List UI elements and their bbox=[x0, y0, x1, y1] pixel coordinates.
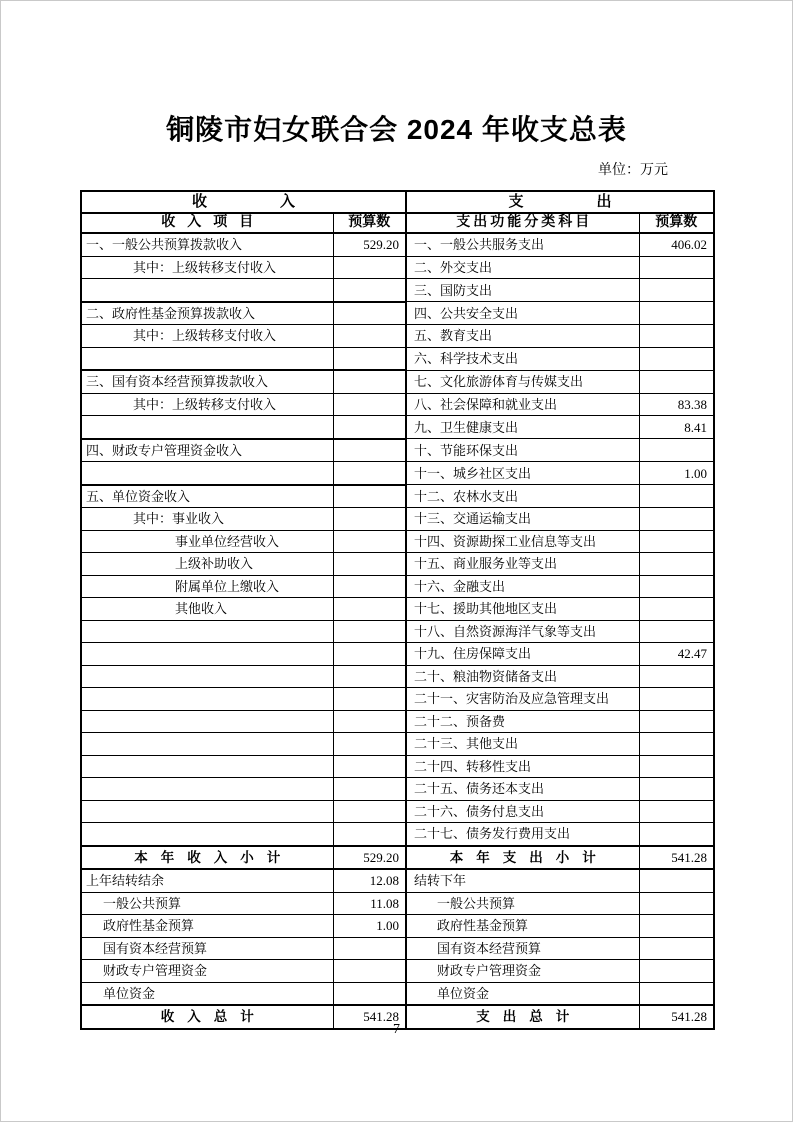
table-row bbox=[81, 462, 714, 485]
income-budget-cell bbox=[333, 710, 406, 733]
expense-item-cell: 九、卫生健康支出 bbox=[406, 416, 639, 439]
expense-item-cell: 十、节能环保支出 bbox=[406, 439, 639, 462]
income-budget-cell: 11.08 bbox=[333, 892, 406, 915]
expense-item-cell: 二十二、预备费 bbox=[406, 710, 639, 733]
income-item-cell bbox=[81, 710, 333, 733]
income-budget-cell bbox=[333, 439, 406, 462]
expense-budget-cell bbox=[639, 530, 714, 553]
table-row bbox=[81, 892, 714, 915]
expense-budget-cell: 1.00 bbox=[639, 462, 714, 485]
expense-budget-cell bbox=[639, 710, 714, 733]
expense-budget-cell bbox=[639, 778, 714, 801]
expense-item-cell: 二十五、债务还本支出 bbox=[406, 778, 639, 801]
income-budget-cell bbox=[333, 733, 406, 756]
income-item-cell bbox=[81, 755, 333, 778]
expense-budget-cell bbox=[639, 800, 714, 823]
income-budget-cell bbox=[333, 778, 406, 801]
table-row bbox=[81, 485, 714, 508]
budget-table-body bbox=[81, 233, 714, 1029]
income-item-cell: 本年收入小计 bbox=[81, 846, 333, 870]
budget-table-container bbox=[80, 190, 715, 1030]
income-budget-cell bbox=[333, 416, 406, 439]
expense-item-cell: 一、一般公共服务支出 bbox=[406, 233, 639, 256]
expense-item-cell: 二十七、债务发行费用支出 bbox=[406, 823, 639, 846]
expense-item-cell: 政府性基金预算 bbox=[406, 915, 639, 938]
income-budget-cell bbox=[333, 325, 406, 348]
income-budget-cell bbox=[333, 256, 406, 279]
income-item-cell bbox=[81, 800, 333, 823]
table-row bbox=[81, 665, 714, 688]
income-budget-cell bbox=[333, 347, 406, 370]
income-budget-cell bbox=[333, 960, 406, 983]
expense-item-cell: 结转下年 bbox=[406, 869, 639, 892]
expense-budget-cell bbox=[639, 960, 714, 983]
income-budget-cell bbox=[333, 937, 406, 960]
expense-budget-cell bbox=[639, 937, 714, 960]
income-budget-cell: 529.20 bbox=[333, 233, 406, 256]
expense-budget-cell bbox=[639, 508, 714, 531]
income-budget-cell bbox=[333, 508, 406, 531]
income-item-cell bbox=[81, 462, 333, 485]
income-budget-cell bbox=[333, 575, 406, 598]
table-row bbox=[81, 823, 714, 846]
table-column-header-row bbox=[81, 213, 714, 233]
table-row bbox=[81, 553, 714, 576]
income-group-header: 收入 bbox=[81, 191, 406, 213]
income-item-cell bbox=[81, 416, 333, 439]
expense-item-cell: 二十一、灾害防治及应急管理支出 bbox=[406, 688, 639, 711]
income-item-cell: 附属单位上缴收入 bbox=[81, 575, 333, 598]
income-item-cell bbox=[81, 778, 333, 801]
income-item-cell: 上级补助收入 bbox=[81, 553, 333, 576]
expense-budget-column-header: 预算数 bbox=[639, 213, 714, 233]
expense-budget-cell bbox=[639, 575, 714, 598]
income-item-cell: 四、财政专户管理资金收入 bbox=[81, 439, 333, 462]
expense-item-cell: 四、公共安全支出 bbox=[406, 302, 639, 325]
income-item-cell bbox=[81, 643, 333, 666]
expense-budget-cell bbox=[639, 869, 714, 892]
expense-budget-cell bbox=[639, 823, 714, 846]
table-row bbox=[81, 598, 714, 621]
expense-budget-cell bbox=[639, 553, 714, 576]
table-row bbox=[81, 778, 714, 801]
income-item-column-header: 收入项目 bbox=[81, 213, 333, 233]
expense-budget-cell bbox=[639, 370, 714, 393]
income-budget-cell bbox=[333, 302, 406, 325]
income-item-cell bbox=[81, 279, 333, 302]
expense-budget-cell: 541.28 bbox=[639, 846, 714, 870]
expense-item-cell: 二十六、债务付息支出 bbox=[406, 800, 639, 823]
expense-item-cell: 七、文化旅游体育与传媒支出 bbox=[406, 370, 639, 393]
table-row bbox=[81, 508, 714, 531]
income-budget-cell bbox=[333, 982, 406, 1005]
expense-item-cell: 八、社会保障和就业支出 bbox=[406, 393, 639, 416]
income-item-cell bbox=[81, 347, 333, 370]
income-budget-cell bbox=[333, 620, 406, 643]
income-item-cell: 其他收入 bbox=[81, 598, 333, 621]
expense-budget-cell bbox=[639, 620, 714, 643]
income-item-cell: 三、国有资本经营预算拨款收入 bbox=[81, 370, 333, 393]
table-row bbox=[81, 325, 714, 348]
income-budget-cell: 529.20 bbox=[333, 846, 406, 870]
expense-item-cell: 二十四、转移性支出 bbox=[406, 755, 639, 778]
expense-item-cell: 十八、自然资源海洋气象等支出 bbox=[406, 620, 639, 643]
income-budget-cell: 1.00 bbox=[333, 915, 406, 938]
table-row bbox=[81, 620, 714, 643]
expense-budget-cell bbox=[639, 688, 714, 711]
income-item-cell: 财政专户管理资金 bbox=[81, 960, 333, 983]
income-budget-cell bbox=[333, 530, 406, 553]
income-budget-cell: 541.28 bbox=[333, 1005, 406, 1029]
table-row bbox=[81, 393, 714, 416]
income-item-cell: 二、政府性基金预算拨款收入 bbox=[81, 302, 333, 325]
table-row bbox=[81, 279, 714, 302]
table-row bbox=[81, 960, 714, 983]
expense-budget-cell: 42.47 bbox=[639, 643, 714, 666]
expense-group-header: 支出 bbox=[406, 191, 714, 213]
expense-item-cell: 十三、交通运输支出 bbox=[406, 508, 639, 531]
income-budget-cell: 12.08 bbox=[333, 869, 406, 892]
table-row bbox=[81, 755, 714, 778]
expense-budget-cell bbox=[639, 439, 714, 462]
income-item-cell: 五、单位资金收入 bbox=[81, 485, 333, 508]
income-item-cell: 一、一般公共预算拨款收入 bbox=[81, 233, 333, 256]
income-item-cell: 其中：上级转移支付收入 bbox=[81, 325, 333, 348]
expense-item-cell: 十一、城乡社区支出 bbox=[406, 462, 639, 485]
expense-budget-cell bbox=[639, 256, 714, 279]
income-item-cell: 单位资金 bbox=[81, 982, 333, 1005]
income-item-cell: 其中：上级转移支付收入 bbox=[81, 393, 333, 416]
expense-item-cell: 二十、粮油物资储备支出 bbox=[406, 665, 639, 688]
unit-label: 单位：万元 bbox=[598, 163, 668, 178]
expense-item-cell: 六、科学技术支出 bbox=[406, 347, 639, 370]
expense-budget-cell bbox=[639, 485, 714, 508]
expense-item-cell: 国有资本经营预算 bbox=[406, 937, 639, 960]
income-budget-cell bbox=[333, 485, 406, 508]
income-item-cell bbox=[81, 688, 333, 711]
income-item-cell: 其中：事业收入 bbox=[81, 508, 333, 531]
table-row bbox=[81, 982, 714, 1005]
expense-item-column-header: 支出功能分类科目 bbox=[406, 213, 639, 233]
income-budget-cell bbox=[333, 755, 406, 778]
expense-budget-cell bbox=[639, 302, 714, 325]
income-budget-cell bbox=[333, 823, 406, 846]
expense-item-cell: 本年支出小计 bbox=[406, 846, 639, 870]
expense-item-cell: 三、国防支出 bbox=[406, 279, 639, 302]
income-item-cell: 其中：上级转移支付收入 bbox=[81, 256, 333, 279]
income-budget-cell bbox=[333, 598, 406, 621]
income-budget-cell bbox=[333, 279, 406, 302]
expense-budget-cell: 8.41 bbox=[639, 416, 714, 439]
expense-item-cell: 十七、援助其他地区支出 bbox=[406, 598, 639, 621]
income-item-cell bbox=[81, 620, 333, 643]
table-row bbox=[81, 710, 714, 733]
income-item-cell: 事业单位经营收入 bbox=[81, 530, 333, 553]
table-row bbox=[81, 869, 714, 892]
table-row bbox=[81, 575, 714, 598]
expense-budget-cell bbox=[639, 982, 714, 1005]
table-group-header-row bbox=[81, 191, 714, 213]
expense-item-cell: 十二、农林水支出 bbox=[406, 485, 639, 508]
page-number: 7 bbox=[393, 1022, 400, 1037]
expense-budget-cell bbox=[639, 665, 714, 688]
expense-item-cell: 二十三、其他支出 bbox=[406, 733, 639, 756]
table-row bbox=[81, 439, 714, 462]
table-row bbox=[81, 937, 714, 960]
table-row bbox=[81, 643, 714, 666]
expense-item-cell: 十五、商业服务业等支出 bbox=[406, 553, 639, 576]
expense-item-cell: 五、教育支出 bbox=[406, 325, 639, 348]
expense-item-cell: 单位资金 bbox=[406, 982, 639, 1005]
income-item-cell: 上年结转结余 bbox=[81, 869, 333, 892]
table-row bbox=[81, 800, 714, 823]
table-row bbox=[81, 915, 714, 938]
expense-item-cell: 十四、资源勘探工业信息等支出 bbox=[406, 530, 639, 553]
expense-item-cell: 一般公共预算 bbox=[406, 892, 639, 915]
income-item-cell: 政府性基金预算 bbox=[81, 915, 333, 938]
expense-budget-cell bbox=[639, 892, 714, 915]
income-budget-cell bbox=[333, 688, 406, 711]
table-row bbox=[81, 530, 714, 553]
income-budget-column-header: 预算数 bbox=[333, 213, 406, 233]
expense-item-cell: 十九、住房保障支出 bbox=[406, 643, 639, 666]
page-title: 铜陵市妇女联合会 2024 年收支总表 bbox=[166, 114, 627, 145]
expense-item-cell: 二、外交支出 bbox=[406, 256, 639, 279]
income-item-cell bbox=[81, 665, 333, 688]
budget-table bbox=[80, 190, 715, 1030]
table-row bbox=[81, 302, 714, 325]
expense-budget-cell bbox=[639, 347, 714, 370]
table-row bbox=[81, 256, 714, 279]
expense-budget-cell: 406.02 bbox=[639, 233, 714, 256]
expense-budget-cell bbox=[639, 755, 714, 778]
expense-budget-cell bbox=[639, 915, 714, 938]
income-budget-cell bbox=[333, 800, 406, 823]
table-row bbox=[81, 233, 714, 256]
expense-budget-cell bbox=[639, 279, 714, 302]
income-item-cell bbox=[81, 733, 333, 756]
income-item-cell: 一般公共预算 bbox=[81, 892, 333, 915]
expense-item-cell: 十六、金融支出 bbox=[406, 575, 639, 598]
expense-budget-cell bbox=[639, 598, 714, 621]
table-row bbox=[81, 846, 714, 870]
income-budget-cell bbox=[333, 553, 406, 576]
expense-item-cell: 财政专户管理资金 bbox=[406, 960, 639, 983]
expense-budget-cell: 83.38 bbox=[639, 393, 714, 416]
table-row bbox=[81, 416, 714, 439]
expense-budget-cell bbox=[639, 325, 714, 348]
income-budget-cell bbox=[333, 643, 406, 666]
table-row bbox=[81, 347, 714, 370]
table-row bbox=[81, 688, 714, 711]
table-row bbox=[81, 733, 714, 756]
expense-budget-cell bbox=[639, 733, 714, 756]
income-item-cell bbox=[81, 823, 333, 846]
expense-budget-cell: 541.28 bbox=[639, 1005, 714, 1029]
income-item-cell: 收入总计 bbox=[81, 1005, 333, 1029]
income-budget-cell bbox=[333, 462, 406, 485]
table-row bbox=[81, 370, 714, 393]
income-budget-cell bbox=[333, 393, 406, 416]
income-budget-cell bbox=[333, 665, 406, 688]
expense-item-cell: 支出总计 bbox=[406, 1005, 639, 1029]
income-item-cell: 国有资本经营预算 bbox=[81, 937, 333, 960]
income-budget-cell bbox=[333, 370, 406, 393]
